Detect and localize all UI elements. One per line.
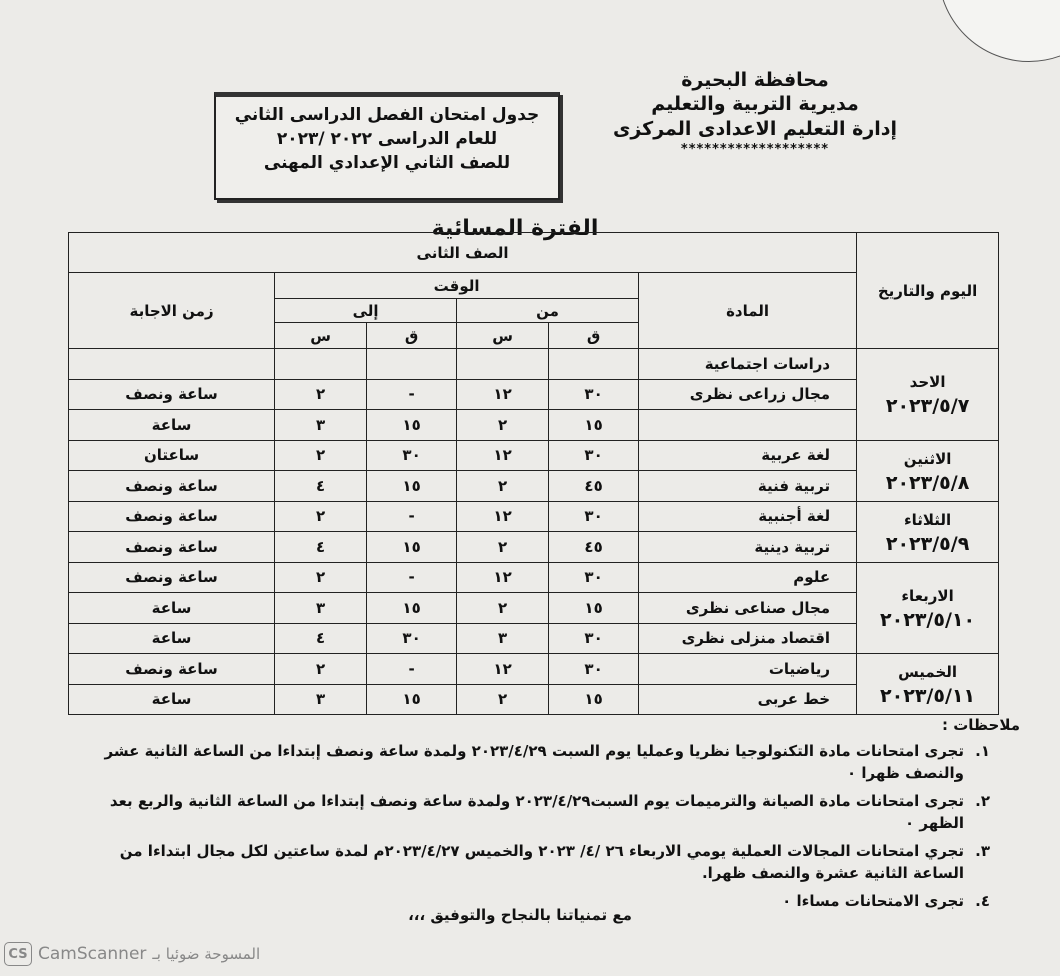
from-hour-cell: ٢ bbox=[457, 471, 549, 502]
day-date-cell bbox=[857, 562, 999, 654]
table-row bbox=[69, 562, 999, 593]
to-minute-cell: ٣٠ bbox=[367, 623, 457, 654]
to-minute-cell: - bbox=[367, 379, 457, 410]
note-item bbox=[100, 840, 990, 884]
subject-cell: تربية فنية bbox=[639, 471, 857, 502]
camscanner-watermark bbox=[4, 942, 260, 966]
to-hour-cell: ٣ bbox=[275, 593, 367, 624]
from-minute-cell: ١٥ bbox=[549, 684, 639, 715]
to-hour-cell bbox=[275, 349, 367, 380]
subject-cell: اقتصاد منزلى نظرى bbox=[639, 623, 857, 654]
from-hour-cell: ٢ bbox=[457, 684, 549, 715]
day-name: الاثنين bbox=[903, 449, 952, 468]
duration-cell: ساعة ونصف bbox=[69, 562, 275, 593]
subject-cell: مجال صناعى نظرى bbox=[639, 593, 857, 624]
note-text: تجرى امتحانات مادة التكنولوجيا نظريا وعمليا يوم السبت ٢٠٢٣/٤/٢٩ ولمدة ساعة ونصف إبتداءا من الساعة الثانية عشر والنصف ظهرا ٠ bbox=[104, 742, 964, 782]
from-minute-cell: ٣٠ bbox=[549, 562, 639, 593]
header-day-date: اليوم والتاريخ bbox=[857, 233, 999, 349]
note-number: ٤. bbox=[975, 892, 990, 910]
note-text: تجرى الامتحانات مساءا ٠ bbox=[782, 892, 964, 910]
subject-cell bbox=[639, 410, 857, 441]
notes-section bbox=[100, 716, 1020, 912]
day-date: ٢٠٢٣/٥/١١ bbox=[880, 685, 976, 707]
duration-cell: ساعة bbox=[69, 593, 275, 624]
to-minute-cell: ١٥ bbox=[367, 410, 457, 441]
duration-cell: ساعة ونصف bbox=[69, 501, 275, 532]
day-date: ٢٠٢٣/٥/٧ bbox=[885, 395, 970, 418]
schedule-title-box bbox=[214, 92, 560, 200]
notes-title: ملاحظات : bbox=[941, 716, 1020, 734]
from-minute-cell: ٣٠ bbox=[549, 623, 639, 654]
duration-cell: ساعة ونصف bbox=[69, 532, 275, 563]
from-minute-cell: ٣٠ bbox=[549, 379, 639, 410]
to-minute-cell bbox=[367, 349, 457, 380]
to-minute-cell: ١٥ bbox=[367, 684, 457, 715]
subject-cell: لغة عربية bbox=[639, 440, 857, 471]
to-hour-cell: ٤ bbox=[275, 471, 367, 502]
to-minute-cell: ٣٠ bbox=[367, 440, 457, 471]
header-grade: الصف الثانى bbox=[69, 233, 857, 273]
duration-cell: ساعة ونصف bbox=[69, 654, 275, 685]
duration-cell: ساعتان bbox=[69, 440, 275, 471]
note-number: ١. bbox=[975, 742, 990, 760]
from-minute-cell: ٣٠ bbox=[549, 654, 639, 685]
from-minute-cell bbox=[549, 349, 639, 380]
to-hour-cell: ٢ bbox=[275, 562, 367, 593]
duration-cell bbox=[69, 349, 275, 380]
schedule-title-line2: للعام الدراسى ٢٠٢٢ /٢٠٢٣ bbox=[276, 129, 498, 149]
from-hour-cell bbox=[457, 349, 549, 380]
to-hour-cell: ٤ bbox=[275, 532, 367, 563]
to-hour-cell: ٣ bbox=[275, 684, 367, 715]
from-minute-cell: ٣٠ bbox=[549, 440, 639, 471]
from-minute-cell: ٤٥ bbox=[549, 532, 639, 563]
to-hour-cell: ٢ bbox=[275, 379, 367, 410]
day-date-cell bbox=[857, 501, 999, 562]
camscanner-arabic-label: المسوحة ضوئيا بـ bbox=[152, 945, 261, 963]
header-from-hour: س bbox=[457, 323, 549, 349]
from-hour-cell: ٣ bbox=[457, 623, 549, 654]
table-row bbox=[69, 654, 999, 685]
from-hour-cell: ١٢ bbox=[457, 379, 549, 410]
from-hour-cell: ٢ bbox=[457, 410, 549, 441]
subject-cell: دراسات اجتماعية bbox=[639, 349, 857, 380]
duration-cell: ساعة ونصف bbox=[69, 379, 275, 410]
camscanner-logo-icon: CS bbox=[4, 942, 32, 966]
closing-wish: مع تمنياتنا بالنجاح والتوفيق ،،، bbox=[408, 906, 632, 924]
subject-cell: تربية دينية bbox=[639, 532, 857, 563]
to-hour-cell: ٢ bbox=[275, 440, 367, 471]
schedule-table-body bbox=[69, 233, 999, 715]
header-from: من bbox=[457, 299, 639, 323]
duration-cell: ساعة bbox=[69, 623, 275, 654]
from-hour-cell: ١٢ bbox=[457, 562, 549, 593]
to-minute-cell: ١٥ bbox=[367, 471, 457, 502]
header-from-minute: ق bbox=[549, 323, 639, 349]
note-text: تجرى امتحانات مادة الصيانة والترميمات يوم السبت٢٠٢٣/٤/٢٩ ولمدة ساعة ونصف إبتداءا من الساعة الثانية والربع بعد الظهر ٠ bbox=[109, 792, 964, 832]
stars-divider: ******************* bbox=[680, 142, 830, 157]
from-hour-cell: ٢ bbox=[457, 532, 549, 563]
from-hour-cell: ١٢ bbox=[457, 440, 549, 471]
day-date-cell bbox=[857, 654, 999, 715]
camscanner-brand: CamScanner bbox=[38, 944, 147, 964]
directorate-name: مديرية التربية والتعليم bbox=[651, 93, 859, 115]
to-minute-cell: - bbox=[367, 501, 457, 532]
duration-cell: ساعة bbox=[69, 684, 275, 715]
folded-corner bbox=[940, 0, 1060, 80]
to-minute-cell: ١٥ bbox=[367, 593, 457, 624]
schedule-table-wrapper bbox=[68, 232, 998, 712]
schedule-title-line3: للصف الثاني الإعدادي المهنى bbox=[263, 153, 511, 173]
notes-list bbox=[100, 740, 990, 912]
to-minute-cell: - bbox=[367, 562, 457, 593]
to-hour-cell: ٢ bbox=[275, 654, 367, 685]
day-date: ٢٠٢٣/٥/١٠ bbox=[880, 608, 976, 631]
subject-cell: علوم bbox=[639, 562, 857, 593]
day-name: الاربعاء bbox=[901, 586, 954, 605]
day-name: الثلاثاء bbox=[903, 510, 952, 529]
schedule-title-line1: جدول امتحان الفصل الدراسى الثاني bbox=[234, 105, 540, 125]
to-hour-cell: ٤ bbox=[275, 623, 367, 654]
duration-cell: ساعة bbox=[69, 410, 275, 441]
note-text: تجري امتحانات المجالات العملية يومي الاربعاء ٢٦ /٤/ ٢٠٢٣ والخميس ٢٠٢٣/٤/٢٧م لمدة ساعتين لكل مجال ابتداءا من الساعة الثانية عشرة والنصف ظهرا. bbox=[119, 842, 964, 882]
table-row bbox=[69, 440, 999, 471]
from-hour-cell: ٢ bbox=[457, 593, 549, 624]
from-minute-cell: ١٥ bbox=[549, 593, 639, 624]
table-row bbox=[69, 501, 999, 532]
note-number: ٣. bbox=[975, 842, 990, 860]
day-date: ٢٠٢٣/٥/٨ bbox=[885, 471, 970, 494]
header-to: إلى bbox=[275, 299, 457, 323]
from-hour-cell: ١٢ bbox=[457, 654, 549, 685]
note-item bbox=[100, 740, 990, 784]
subject-cell: لغة أجنبية bbox=[639, 501, 857, 532]
from-minute-cell: ١٥ bbox=[549, 410, 639, 441]
from-minute-cell: ٤٥ bbox=[549, 471, 639, 502]
header-to-minute: ق bbox=[367, 323, 457, 349]
from-minute-cell: ٣٠ bbox=[549, 501, 639, 532]
period-title: الفترة المسائية bbox=[431, 216, 599, 241]
note-item bbox=[100, 790, 990, 834]
day-name: الخميس bbox=[898, 663, 958, 681]
to-hour-cell: ٢ bbox=[275, 501, 367, 532]
header-time: الوقت bbox=[275, 273, 639, 299]
day-date-cell bbox=[857, 440, 999, 501]
to-minute-cell: - bbox=[367, 654, 457, 685]
administration-name: إدارة التعليم الاعدادى المركزى bbox=[612, 118, 898, 140]
governorate-name: محافظة البحيرة bbox=[681, 69, 829, 91]
subject-cell: خط عربى bbox=[639, 684, 857, 715]
day-date: ٢٠٢٣/٥/٩ bbox=[885, 532, 970, 555]
subject-cell: مجال زراعى نظرى bbox=[639, 379, 857, 410]
day-name: الاحد bbox=[909, 373, 946, 392]
table-row bbox=[69, 349, 999, 380]
schedule-table bbox=[68, 232, 999, 715]
day-date-cell bbox=[857, 349, 999, 441]
duration-cell: ساعة ونصف bbox=[69, 471, 275, 502]
to-hour-cell: ٣ bbox=[275, 410, 367, 441]
to-minute-cell: ١٥ bbox=[367, 532, 457, 563]
header-authority bbox=[590, 68, 920, 158]
header-subject: المادة bbox=[639, 273, 857, 349]
note-number: ٢. bbox=[975, 792, 990, 810]
header-duration: زمن الاجابة bbox=[69, 273, 275, 349]
subject-cell: رياضيات bbox=[639, 654, 857, 685]
from-hour-cell: ١٢ bbox=[457, 501, 549, 532]
header-to-hour: س bbox=[275, 323, 367, 349]
